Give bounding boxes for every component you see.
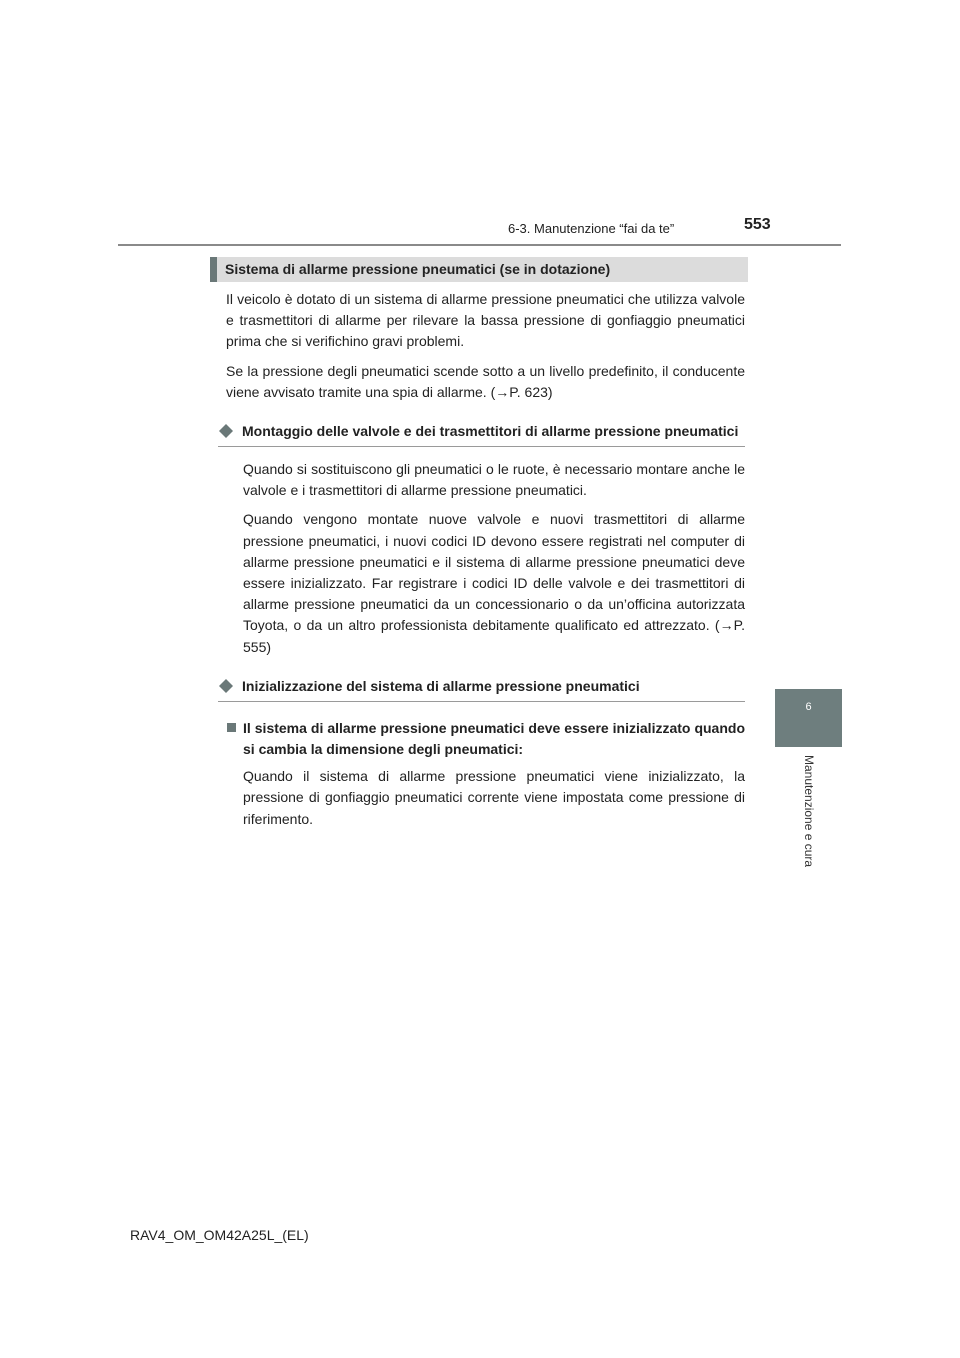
installation-paragraph-2: Quando vengono montate nuove valvole e nuovi trasmettitori di allarme pressione pneumatici, i nuovi codici ID devono essere registrati nel computer di allarme pressione pneumatici e il sistema di allarme pressione pneumatici deve essere inizializzato. Far registrare i codici ID delle valvole e dei trasmettitori di allarme pressione pneumatici da un concessionario o da un’officina autorizzata Toyota, o da un altro professionista debitamente qualificato ed attrezzato. (→P. 555) [243, 511, 745, 655]
subsection-heading-installation [218, 421, 745, 447]
item-heading [226, 718, 745, 760]
diamond-icon [218, 678, 234, 694]
header-rule [118, 244, 841, 246]
section-title-bar [210, 257, 748, 282]
item-body: Quando il sistema di allarme pressione pneumatici viene inizializzato, la pressione di gonfiaggio pneumatici corrente viene impostata come pressione di riferimento. [243, 768, 745, 827]
diamond-icon [218, 423, 234, 439]
subsection-title-installation: Montaggio delle valvole e dei trasmettitori di allarme pressione pneumatici [242, 423, 739, 440]
installation-paragraph-1: Quando si sostituiscono gli pneumatici o le ruote, è necessario montare anche le valvole e i trasmettitori di allarme pressione pneumatici. [243, 461, 745, 499]
intro-paragraph-2: Se la pressione degli pneumatici scende sotto a un livello predefinito, il conducente viene avvisato tramite una spia di allarme. (→P. 623) [226, 362, 745, 400]
chapter-number: 6 [805, 701, 812, 713]
subsection-title-initialization: Inizializzazione del sistema di allarme pressione pneumatici [242, 677, 640, 694]
chapter-tab [775, 689, 842, 747]
section-title: Sistema di allarme pressione pneumatici (se in dotazione) [225, 261, 611, 277]
chapter-label: Manutenzione e cura [802, 755, 816, 868]
subsection-heading-initialization [218, 676, 745, 702]
item-title: Il sistema di allarme pressione pneumatici deve essere inizializzato quando si cambia la dimensione degli pneumatici: [243, 719, 745, 758]
intro-paragraph-1: Il veicolo è dotato di un sistema di allarme pressione pneumatici che utilizza valvole e trasmettitori di allarme per rilevare la bassa pressione di gonfiaggio pneumatici prima che si verifichino gravi problemi. [226, 291, 745, 350]
square-bullet-icon [227, 723, 236, 732]
header-section-title: 6-3. Manutenzione “fai da te” [508, 221, 675, 236]
page-number: 553 [744, 216, 771, 233]
footer-document-code: RAV4_OM_OM42A25L_(EL) [130, 1227, 309, 1243]
main-content [226, 289, 745, 838]
